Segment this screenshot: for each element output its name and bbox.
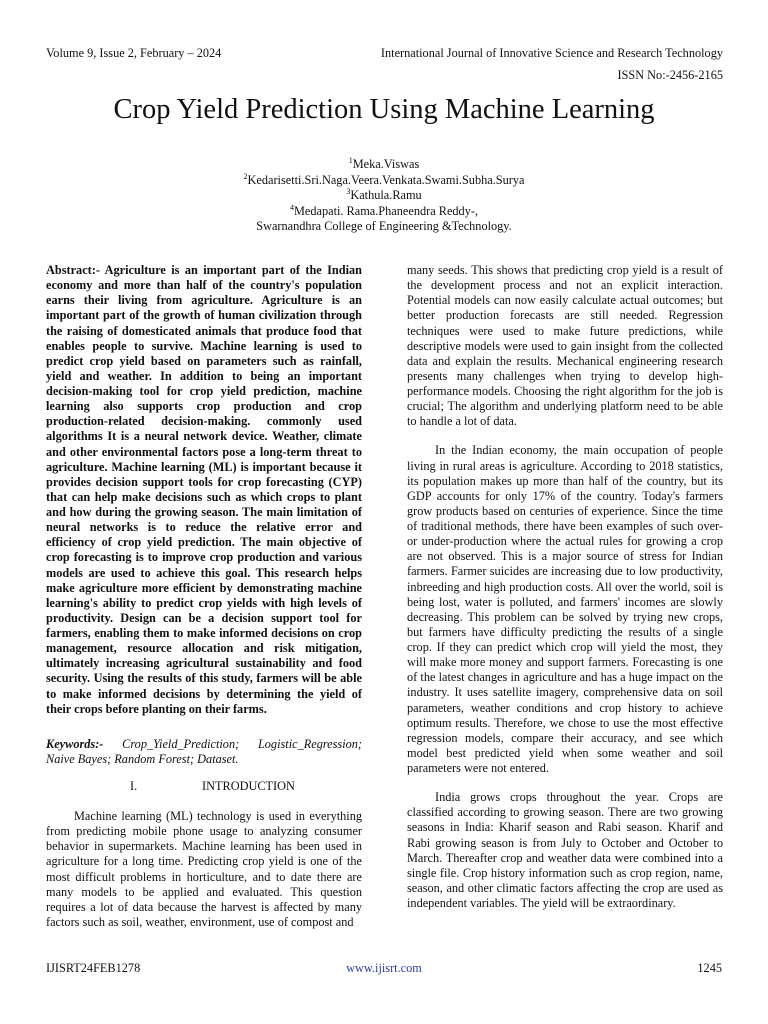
section-heading bbox=[46, 779, 362, 794]
author-2 bbox=[0, 173, 768, 189]
author-block bbox=[0, 157, 768, 235]
page-number: 1245 bbox=[697, 961, 722, 975]
abstract: Abstract:- Agriculture is an important part of the Indian economy and more than half of the country's population earns their living from agriculture. Agriculture is an important part of the growth of human civilization through the raising of domesticated animals that produce food that enables people to survive. Machine learning is used to predict crop yield based on parameters such as rainfall, yield and weather. In addition to being an important decision-making tool for crop yield prediction, machine learning also supports crop production and crop production-related decision-making. commonly used algorithms It is a neural network device. Weather, climate and other environmental factors pose a long-term threat to agriculture. Machine learning (ML) is important because it provides decision support tools for crop forecasting (CYP) that can help make decisions such as which crops to plant and how during the growing season. The main limitation of neural networks is to reduce the relative error and efficiency of crop yield prediction. The main objective of crop forecasting is to improve crop production and various models are used to achieve this goal. This research helps make agriculture more efficient by demonstrating machine learning's ability to predict crop yields with high levels of productivity. Design can be a decision support tool for farmers, enabling them to make informed decisions on crop management, resource allocation and risk mitigation, ultimately increasing agricultural sustainability and food security. Using the results of this study, farmers will be able to make informed decisions by determining the yield of their crops before planting on their farms. bbox=[46, 263, 362, 716]
author-4-number: 4 bbox=[289, 202, 294, 212]
paper-id: IJISRT24FEB1278 bbox=[46, 961, 141, 975]
intro-paragraph-1: Machine learning (ML) technology is used in everything from predicting mobile phone usage to analyzing consumer behavior in supermarkets. Machine learning has been used in agriculture for a long time. Predicting crop yield is one of the most difficult problems in horticulture, and to date there are many models to be applied and evaluated. This question requires a lot of data because the harvest is affected by many factors such as soil, weather, environment, use of compost and bbox=[46, 809, 362, 929]
keywords bbox=[46, 737, 362, 767]
author-4 bbox=[0, 204, 768, 220]
issn-number: ISSN No:-2456-2165 bbox=[617, 68, 723, 82]
author-2-number: 2 bbox=[243, 171, 248, 181]
affiliation: Swarnandhra College of Engineering &Technology. bbox=[256, 219, 512, 234]
author-3-name: Kathula.Ramu bbox=[350, 188, 422, 203]
author-4-name: Medapati. Rama.Phaneendra Reddy-, bbox=[293, 203, 479, 218]
section-title: INTRODUCTION bbox=[202, 779, 295, 793]
keywords-label: Keywords:- bbox=[46, 736, 104, 751]
intro-paragraph-2: many seeds. This shows that predicting crop yield is a result of the development process and not an explicit interaction. Potential models can now easily calculate actual outcomes; but better production forecasts are still needed. Regression techniques were used to make future predictions, while descriptive models were used to gain insight from the collected data and explain the results. Mechanical engineering research presents many challenges when trying to develop high-performance models. Choosing the right algorithm for the job is crucial; The algorithm and underlying platform need to be able to handle a lot of data. bbox=[407, 263, 723, 429]
left-column bbox=[46, 263, 362, 930]
author-3-number: 3 bbox=[346, 187, 351, 197]
author-1-number: 1 bbox=[348, 155, 353, 165]
author-2-name: Kedarisetti.Sri.Naga.Veera.Venkata.Swami.Subha.Surya bbox=[247, 172, 525, 187]
website-link[interactable]: www.ijisrt.com bbox=[346, 961, 422, 975]
intro-paragraph-3: In the Indian economy, the main occupation of people living in rural areas is agriculture. According to 2018 statistics, its population makes up more than half of the country, but its GDP accounts for only 17% of the country. Today's farmers grow products based on centuries of experience. Since the time of traditional methods, there have been examples of such over- or under-production where the actual rules for growing a crop are not observed. This is a major source of stress for Indian farmers. Farmer suicides are increasing due to low productivity, inbreeding and high production costs. All over the world, soil is being lost, water is polluted, and farmers' incomes are slowly decreasing. This problem can be solved by trying new crops, but farmers have difficulty predicting the results of a single crop. If they can predict which crop will yield the most, they will make more money and support farmers. Forecasting is one of the latest changes in agriculture and has a huge impact on the industry. It uses satellite imagery, comprehensive data on soil parameters, weather conditions and crop history to achieve optimum results. Therefore, we chose to use the most effective regression models, compare their accuracy, and see which model best predicted yield when some weather and soil parameters were not entered. bbox=[407, 443, 723, 775]
footer-website bbox=[0, 961, 768, 976]
author-1-name: Meka.Viswas bbox=[352, 157, 420, 171]
right-column bbox=[407, 263, 723, 911]
intro-paragraph-4: India grows crops throughout the year. Crops are classified according to growing season. There are two growing seasons in India: Kharif season and Rabi season. Kharif and Rabi growing season is from July to October and October to March. Thereafter crop and weather data were combined into a single file. Crop history information such as crop region, name, season, and other climatic factors affecting the crop are used as independent variables. The yield will be extraordinary. bbox=[407, 790, 723, 910]
journal-issue: Volume 9, Issue 2, February – 2024 bbox=[46, 46, 222, 60]
keywords-text: Crop_Yield_Prediction; Logistic_Regression; Naive Bayes; Random Forest; Dataset. bbox=[46, 736, 363, 766]
paper-title: Crop Yield Prediction Using Machine Learning bbox=[113, 94, 655, 125]
journal-name: International Journal of Innovative Science and Research Technology bbox=[380, 46, 723, 60]
author-1 bbox=[0, 157, 768, 173]
author-3 bbox=[0, 188, 768, 204]
section-number: I. bbox=[130, 779, 138, 793]
